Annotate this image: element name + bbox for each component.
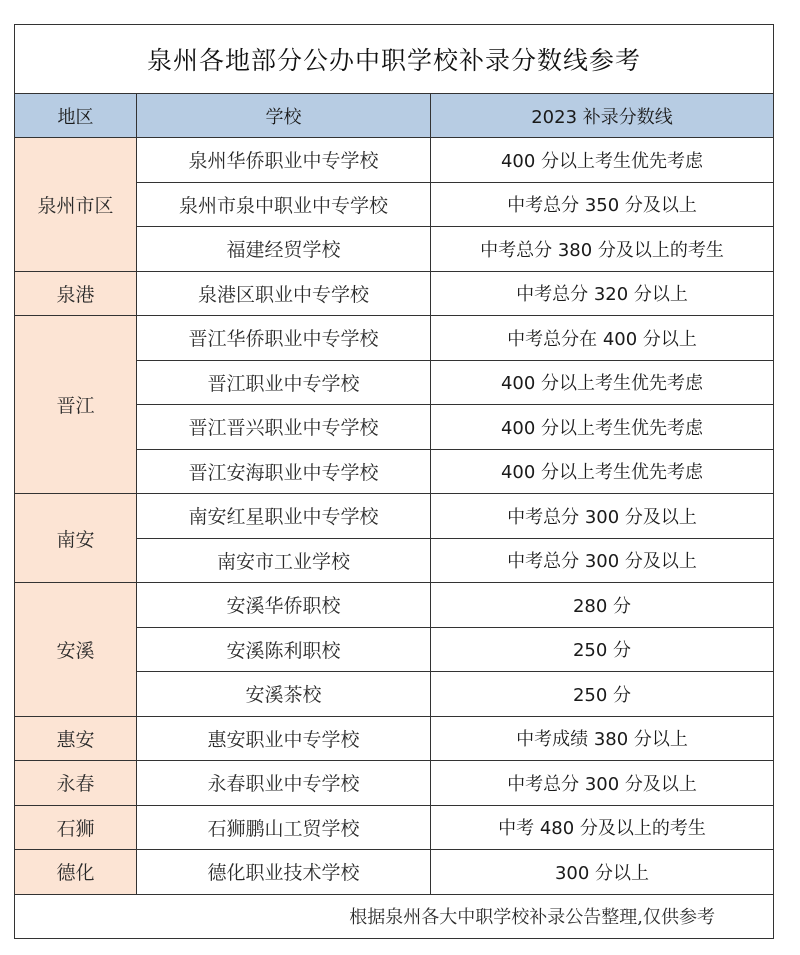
table-title: 泉州各地部分公办中职学校补录分数线参考	[15, 25, 774, 94]
table-row	[15, 494, 774, 539]
school-cell: 晋江华侨职业中专学校	[137, 316, 431, 361]
school-cell: 福建经贸学校	[137, 227, 431, 272]
table-row	[15, 716, 774, 761]
table-row	[15, 271, 774, 316]
score-cell: 250 分	[431, 672, 774, 717]
table-row	[15, 805, 774, 850]
school-cell: 石狮鹏山工贸学校	[137, 805, 431, 850]
score-cell: 400 分以上考生优先考虑	[431, 405, 774, 450]
score-cell: 中考总分 300 分及以上	[431, 538, 774, 583]
score-cell: 中考 480 分及以上的考生	[431, 805, 774, 850]
school-cell: 南安市工业学校	[137, 538, 431, 583]
table-row	[15, 316, 774, 361]
region-cell: 德化	[15, 850, 137, 895]
school-cell: 安溪华侨职校	[137, 583, 431, 628]
table-row	[15, 850, 774, 895]
table-row	[15, 761, 774, 806]
score-table-sheet	[14, 24, 773, 939]
column-header-school: 学校	[137, 94, 431, 138]
school-cell: 惠安职业中专学校	[137, 716, 431, 761]
school-cell: 泉州市泉中职业中专学校	[137, 182, 431, 227]
region-cell: 泉港	[15, 271, 137, 316]
footer-row	[15, 894, 774, 938]
score-cell: 中考总分在 400 分以上	[431, 316, 774, 361]
school-cell: 晋江安海职业中专学校	[137, 449, 431, 494]
school-cell: 安溪陈利职校	[137, 627, 431, 672]
region-cell: 惠安	[15, 716, 137, 761]
region-cell: 晋江	[15, 316, 137, 494]
score-cell: 中考总分 350 分及以上	[431, 182, 774, 227]
school-cell: 永春职业中专学校	[137, 761, 431, 806]
score-cell: 280 分	[431, 583, 774, 628]
column-header-score: 2023 补录分数线	[431, 94, 774, 138]
score-cell: 400 分以上考生优先考虑	[431, 360, 774, 405]
score-cell: 300 分以上	[431, 850, 774, 895]
score-cell: 400 分以上考生优先考虑	[431, 449, 774, 494]
score-cell: 中考总分 320 分以上	[431, 271, 774, 316]
school-cell: 安溪茶校	[137, 672, 431, 717]
title-row	[15, 25, 774, 94]
score-cell: 中考总分 300 分及以上	[431, 761, 774, 806]
table-row	[15, 583, 774, 628]
header-row	[15, 94, 774, 138]
score-cell: 400 分以上考生优先考虑	[431, 138, 774, 183]
source-note: 根据泉州各大中职学校补录公告整理,仅供参考	[15, 894, 774, 938]
column-header-region: 地区	[15, 94, 137, 138]
score-cell: 中考成绩 380 分以上	[431, 716, 774, 761]
score-cell: 中考总分 300 分及以上	[431, 494, 774, 539]
region-cell: 泉州市区	[15, 138, 137, 272]
region-cell: 南安	[15, 494, 137, 583]
school-cell: 泉港区职业中专学校	[137, 271, 431, 316]
region-cell: 永春	[15, 761, 137, 806]
school-cell: 泉州华侨职业中专学校	[137, 138, 431, 183]
score-cell: 250 分	[431, 627, 774, 672]
score-cell: 中考总分 380 分及以上的考生	[431, 227, 774, 272]
table-row	[15, 138, 774, 183]
score-table	[14, 24, 774, 939]
region-cell: 安溪	[15, 583, 137, 717]
school-cell: 晋江晋兴职业中专学校	[137, 405, 431, 450]
school-cell: 南安红星职业中专学校	[137, 494, 431, 539]
region-cell: 石狮	[15, 805, 137, 850]
school-cell: 德化职业技术学校	[137, 850, 431, 895]
school-cell: 晋江职业中专学校	[137, 360, 431, 405]
